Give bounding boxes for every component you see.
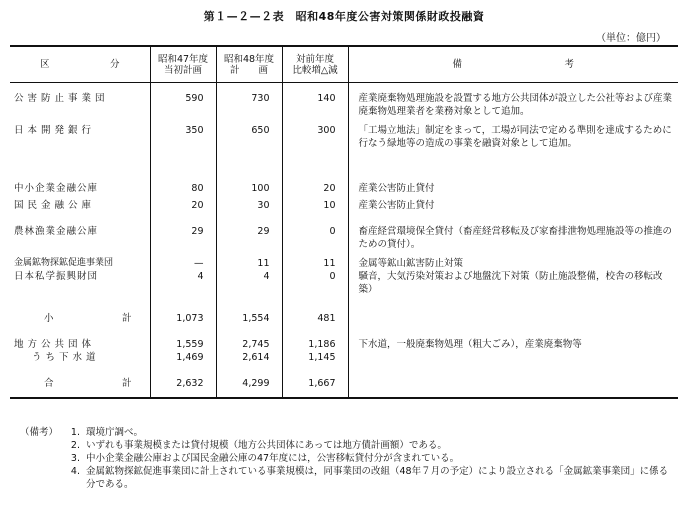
table-row: 中小企業金融公庫 80 100 20 産業公害防止貸付	[10, 176, 678, 195]
table-row: 公害防止事業団 590 730 140 産業廃棄物処理施設を設置する地方公共団体が設立した公社等および産業廃棄物処理業者を業務対象として追加。	[10, 83, 678, 125]
table-row: 金属鉱物探鉱促進事業団 — 11 11 金属等鉱山鉱害防止対策	[10, 257, 678, 270]
header-remarks: 備 考	[348, 46, 678, 83]
note-item: 4. 金属鉱物探鉱促進事業団に計上されている事業規模は，同事業団の改組（48年７月の予定）により設立される「金属鉱業事業団」に係る分である。	[70, 466, 669, 490]
header-change: 対前年度 比較増△減	[282, 46, 348, 83]
table-row: 国民金融公庫 20 30 10 産業公害防止貸付	[10, 195, 678, 217]
header-row	[10, 46, 678, 83]
table-title: 第１—２—２表 昭和48年度公害対策関係財政投融資	[203, 10, 485, 23]
note-item: （備考） 1. 環境庁調べ。	[20, 427, 144, 438]
local-government-row: 地方公共団体 1,559 2,745 1,186 下水道，一般廃棄物処理（粗大ごみ），産業廃棄物等	[10, 332, 678, 351]
header-category: 区 分	[10, 46, 150, 83]
sewer-row: うち下水道 1,469 2,614 1,145	[10, 351, 678, 371]
table-row: 日本開発銀行 350 650 300 「工場立地法」制定をまって，工場が同法で定める準則を達成するために行なう緑地等の造成の事業を融資対象として追加。	[10, 124, 678, 176]
header-fy47: 昭和47年度 当初計画	[150, 46, 216, 83]
header-fy48: 昭和48年度 計 画	[216, 46, 282, 83]
total-row: 合 計 2,632 4,299 1,667	[10, 371, 678, 398]
investment-table	[10, 45, 678, 399]
note-item: 2. いずれも事業規模または貸付規模（地方公共団体にあっては地方債計画額）である。	[70, 440, 447, 451]
subtotal-row: 小 計 1,073 1,554 481	[10, 306, 678, 332]
table-row: 日本私学振興財団 4 4 0 騒音，大気汚染対策および地盤沈下対策（防止施設整備，校舎の移転改築）	[10, 270, 678, 306]
note-item: 3. 中小企業金融公庫および国民金融公庫の47年度には，公害移転貸付分が含まれている。	[70, 453, 460, 464]
notes-section	[20, 426, 670, 491]
table-row: 農林漁業金融公庫 29 29 0 畜産経営環境保全貸付（畜産経営移転及び家畜排泄物処理施設等の推進のための貸付）。	[10, 217, 678, 257]
unit-label: （単位：億円）	[596, 33, 666, 44]
